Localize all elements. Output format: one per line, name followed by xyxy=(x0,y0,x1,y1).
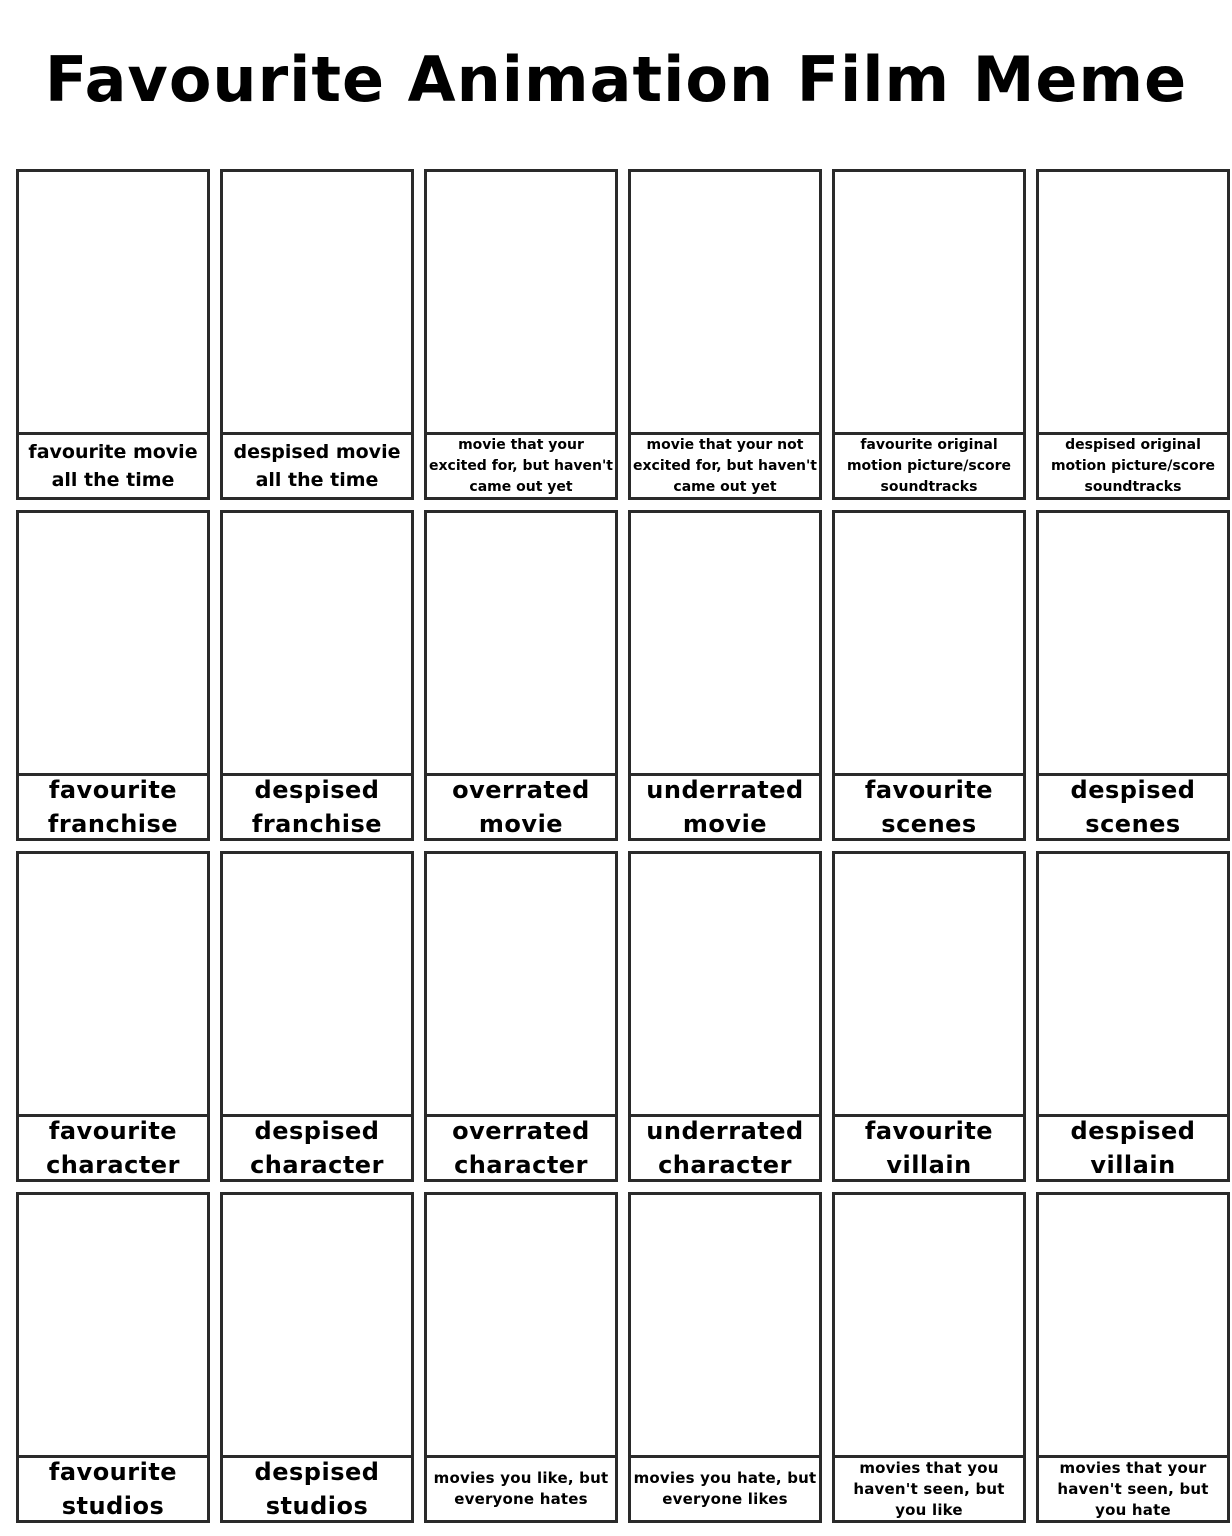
image-slot[interactable] xyxy=(835,854,1023,1117)
grid-cell[interactable] xyxy=(628,1192,822,1523)
grid-cell[interactable] xyxy=(1036,851,1230,1182)
image-slot[interactable] xyxy=(19,513,207,776)
grid-cell[interactable] xyxy=(16,851,210,1182)
grid-cell[interactable] xyxy=(220,169,414,500)
grid-cell[interactable] xyxy=(16,1192,210,1523)
image-slot[interactable] xyxy=(427,172,615,435)
cell-caption: favourite scenes xyxy=(864,776,994,838)
grid-cell[interactable] xyxy=(220,851,414,1182)
cell-caption: movie that your not excited for, but haven't came out yet xyxy=(633,436,817,495)
image-slot[interactable] xyxy=(427,854,615,1117)
cell-caption: despised movie all the time xyxy=(233,441,401,491)
image-slot[interactable] xyxy=(19,854,207,1117)
grid-cell[interactable] xyxy=(628,169,822,500)
cell-caption: despised scenes xyxy=(1070,776,1196,838)
image-slot[interactable] xyxy=(835,513,1023,776)
image-slot[interactable] xyxy=(223,513,411,776)
cell-caption: movie that your excited for, but haven't came out yet xyxy=(429,436,613,495)
page-title: Favourite Animation Film Meme xyxy=(44,43,1188,116)
grid-cell[interactable] xyxy=(16,169,210,500)
grid-cell[interactable] xyxy=(1036,510,1230,841)
cell-caption: favourite character xyxy=(46,1117,180,1179)
cell-caption: overrated character xyxy=(452,1117,590,1179)
cell-caption: favourite movie all the time xyxy=(28,441,198,491)
grid-cell[interactable] xyxy=(832,851,1026,1182)
cell-caption: favourite studios xyxy=(48,1458,178,1520)
image-slot[interactable] xyxy=(631,1195,819,1458)
cell-caption: movies you like, but everyone hates xyxy=(433,1469,609,1508)
image-slot[interactable] xyxy=(427,1195,615,1458)
image-slot[interactable] xyxy=(631,172,819,435)
cell-caption: movies that you haven't seen, but you like xyxy=(853,1458,1005,1519)
grid-cell[interactable] xyxy=(832,169,1026,500)
grid-cell[interactable] xyxy=(220,510,414,841)
cell-caption: overrated movie xyxy=(452,776,590,838)
image-slot[interactable] xyxy=(223,1195,411,1458)
image-slot[interactable] xyxy=(835,1195,1023,1458)
image-slot[interactable] xyxy=(1039,513,1227,776)
cell-caption: favourite villain xyxy=(864,1117,994,1179)
cell-caption: underrated character xyxy=(646,1117,804,1179)
image-slot[interactable] xyxy=(223,854,411,1117)
cell-caption: despised studios xyxy=(254,1458,380,1520)
cell-caption: favourite original motion picture/score soundtracks xyxy=(846,436,1012,495)
image-slot[interactable] xyxy=(19,1195,207,1458)
image-slot[interactable] xyxy=(631,513,819,776)
image-slot[interactable] xyxy=(1039,854,1227,1117)
image-slot[interactable] xyxy=(1039,172,1227,435)
cell-caption: despised original motion picture/score soundtracks xyxy=(1050,436,1216,495)
image-slot[interactable] xyxy=(1039,1195,1227,1458)
image-slot[interactable] xyxy=(835,172,1023,435)
cell-caption: despised character xyxy=(250,1117,384,1179)
grid-cell[interactable] xyxy=(424,510,618,841)
cell-caption: favourite franchise xyxy=(47,776,179,838)
meme-grid xyxy=(16,169,1232,1523)
image-slot[interactable] xyxy=(631,854,819,1117)
grid-cell[interactable] xyxy=(832,1192,1026,1523)
cell-caption: despised franchise xyxy=(251,776,383,838)
grid-cell[interactable] xyxy=(424,1192,618,1523)
image-slot[interactable] xyxy=(427,513,615,776)
grid-cell[interactable] xyxy=(424,851,618,1182)
cell-caption: movies you hate, but everyone likes xyxy=(633,1469,817,1508)
grid-cell[interactable] xyxy=(424,169,618,500)
cell-caption: movies that your haven't seen, but you hate xyxy=(1057,1458,1209,1519)
image-slot[interactable] xyxy=(19,172,207,435)
grid-cell[interactable] xyxy=(628,851,822,1182)
grid-cell[interactable] xyxy=(628,510,822,841)
grid-cell[interactable] xyxy=(832,510,1026,841)
grid-cell[interactable] xyxy=(1036,1192,1230,1523)
cell-caption: underrated movie xyxy=(646,776,804,838)
image-slot[interactable] xyxy=(223,172,411,435)
grid-cell[interactable] xyxy=(220,1192,414,1523)
grid-cell[interactable] xyxy=(1036,169,1230,500)
cell-caption: despised villain xyxy=(1070,1117,1196,1179)
grid-cell[interactable] xyxy=(16,510,210,841)
